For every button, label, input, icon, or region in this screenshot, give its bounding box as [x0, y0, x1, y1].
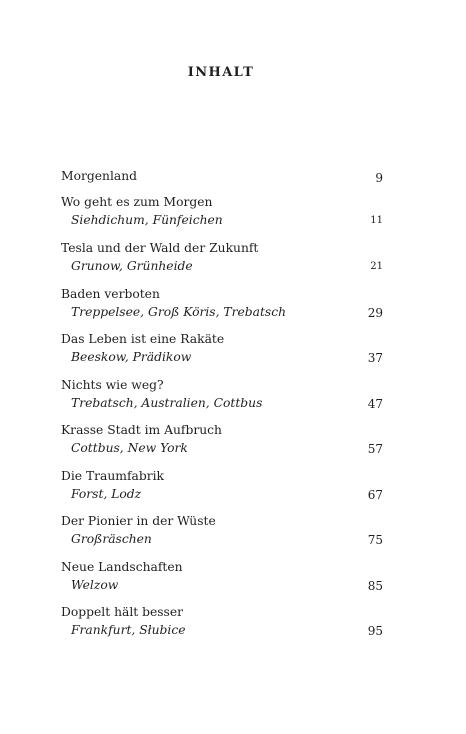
toc-entry — [61, 422, 383, 458]
entry-subtitle: Großräschen — [71, 532, 152, 546]
entry-subtitle: Grunow, Grünheide — [71, 259, 193, 273]
entry-subtitle: Trebatsch, Australien, Cottbus — [71, 396, 263, 410]
entry-page-number: 75 — [367, 533, 383, 547]
toc-entry — [61, 513, 383, 549]
entry-title: Baden verboten — [61, 287, 160, 301]
entry-subtitle: Welzow — [71, 578, 119, 592]
toc-entry — [61, 604, 383, 640]
entry-title: Doppelt hält besser — [61, 605, 184, 619]
entry-title: Das Leben ist eine Rakäte — [61, 332, 225, 346]
entry-subtitle: Cottbus, New York — [71, 441, 188, 455]
toc-entry — [61, 331, 383, 367]
toc-entry — [61, 240, 383, 276]
toc-entry — [61, 286, 383, 322]
toc-heading: INHALT — [187, 65, 255, 80]
entry-title: Wo geht es zum Morgen — [61, 195, 213, 209]
entry-page-number: 29 — [367, 306, 383, 320]
entry-page-number: 11 — [370, 215, 383, 226]
toc-entry — [61, 194, 383, 230]
entry-subtitle: Forst, Lodz — [71, 487, 142, 501]
entry-title: Der Pionier in der Wüste — [61, 514, 216, 528]
entry-page-number: 21 — [370, 261, 383, 272]
toc-entry — [61, 377, 383, 413]
entry-title: Die Traumfabrik — [61, 469, 164, 483]
entry-title: Morgenland — [61, 169, 137, 183]
entry-page-number: 37 — [367, 351, 383, 365]
entry-page-number: 85 — [367, 579, 383, 593]
entry-subtitle: Frankfurt, Słubice — [71, 623, 186, 637]
entry-title: Tesla und der Wald der Zukunft — [61, 241, 259, 255]
entry-page-number: 57 — [367, 442, 383, 456]
entry-page-number: 95 — [367, 624, 383, 638]
entry-subtitle: Siehdichum, Fünfeichen — [71, 213, 223, 227]
entry-subtitle: Treppelsee, Groß Köris, Trebatsch — [71, 305, 287, 319]
toc-entry — [61, 559, 383, 595]
entry-title: Krasse Stadt im Aufbruch — [61, 423, 222, 437]
entry-title: Nichts wie weg? — [61, 378, 164, 392]
entry-title: Neue Landschaften — [61, 560, 183, 574]
entry-page-number: 67 — [367, 488, 383, 502]
entry-page-number: 47 — [367, 397, 383, 411]
entry-subtitle: Beeskow, Prädikow — [71, 350, 192, 364]
entry-page-number: 9 — [375, 171, 383, 185]
toc-entry — [61, 468, 383, 504]
